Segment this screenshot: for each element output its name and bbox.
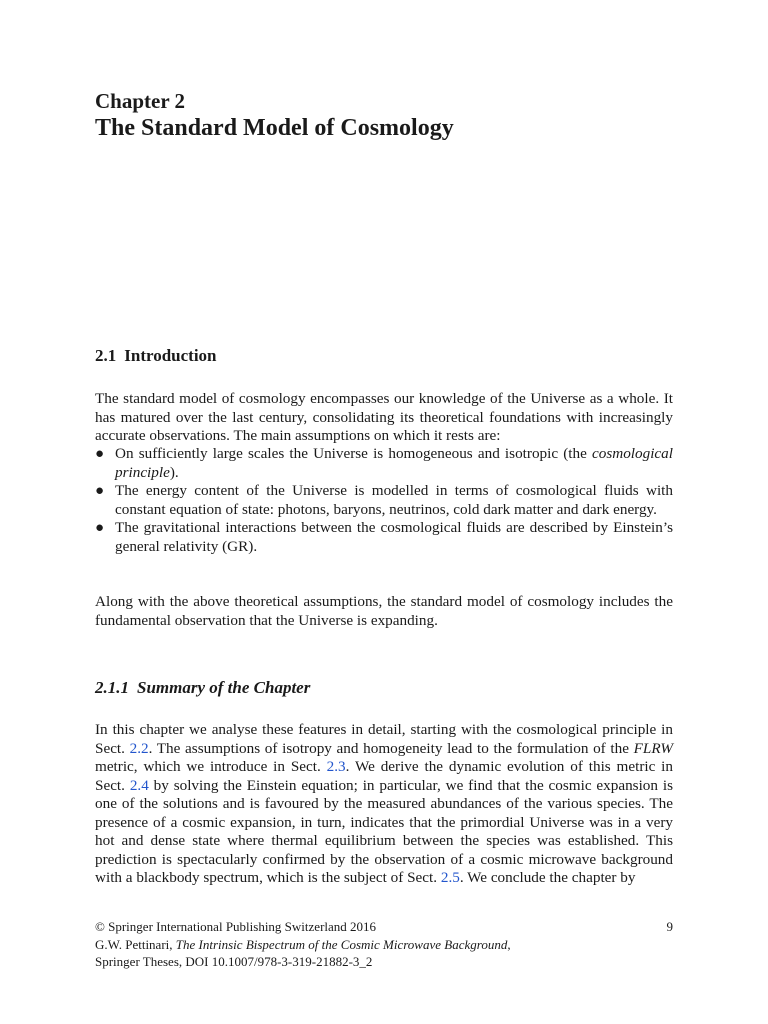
summary-text: . The assumptions of isotropy and homogeneity lead to the formulation of the [148,739,634,757]
summary-text: . We derive the dynamic evolution of this metric in Sect. [95,758,673,794]
series-line: Springer Theses, DOI 10.1007/978-3-319-21882-3_2 [95,954,373,969]
section-link-2-2[interactable]: 2.2 [129,739,149,757]
after-paragraph: Along with the above theoretical assumptions, the standard model of cosmology includes the fundamental observation that the Universe is expanding. [95,593,673,629]
section-heading [95,345,217,367]
summary-text: . We conclude the chapter by [459,869,636,886]
list-item [95,482,673,519]
section-link-2-3[interactable]: 2.3 [326,758,346,775]
page-number: 9 [666,919,673,934]
summary-italic: FLRW [633,739,673,757]
intro-paragraph: The standard model of cosmology encompasses our knowledge of the Universe as a whole. It has matured over the last century, consolidating its theoretical foundations with increasingly accurate observations. The main assumptions on which it rests are: [95,390,673,444]
summary-text: In this chapter we analyse these features in detail, starting with the cosmological principle in Sect. [95,721,673,757]
subsection-title: Summary of the Chapter [137,678,311,697]
summary-paragraph [95,721,673,888]
section-number: 2.1 [95,346,117,365]
section-title: Introduction [124,346,217,365]
bullet-text: The energy content of the Universe is modelled in terms of cosmological fluids with constant equation of state: photons, baryons, neutrinos, cold dark matter and dark energy. [115,482,673,518]
bullet-text-end: ). [169,463,179,481]
citation-line [95,936,673,954]
copyright-line: © Springer International Publishing Switzerland 2016 [95,919,377,934]
chapter-title: The Standard Model of Cosmology [95,115,454,141]
bullet-icon: ● [95,446,105,462]
summary-text: metric, which we introduce in Sect. [95,758,327,775]
bullet-icon: ● [95,520,105,536]
bullet-italic: cosmological principle [115,445,673,481]
bullet-text: The gravitational interactions between the cosmological fluids are described by Einstein’s general relativity (GR). [115,519,673,555]
citation-comma: , [507,936,511,952]
list-item [95,519,673,556]
bullet-text: On sufficiently large scales the Universe is homogeneous and isotropic (the [115,445,592,462]
citation-book-title: The Intrinsic Bispectrum of the Cosmic Microwave Background [175,936,508,952]
section-link-2-4[interactable]: 2.4 [129,776,149,794]
bullet-icon: ● [95,483,105,499]
section-link-2-5[interactable]: 2.5 [440,869,460,886]
assumptions-list [95,445,673,556]
chapter-label: Chapter 2 [95,89,186,113]
citation-author: G.W. Pettinari, [95,936,176,952]
summary-text: by solving the Einstein equation; in particular, we find that the cosmic expansion is one of the solutions and is favoured by the measured abundances of the various species. The presence of a cosmic expansion, in turn, indicates that the primordial Universe was in a very hot and dense state where thermal equilibrium between the species was established. This prediction is spectacularly confirmed by the observation of a cosmic microwave background with a blackbody spectrum, which is the subject of Sect. [95,776,673,886]
subsection-number: 2.1.1 [95,678,129,697]
page-footer [95,918,673,971]
subsection-heading [95,677,310,699]
list-item [95,445,673,482]
